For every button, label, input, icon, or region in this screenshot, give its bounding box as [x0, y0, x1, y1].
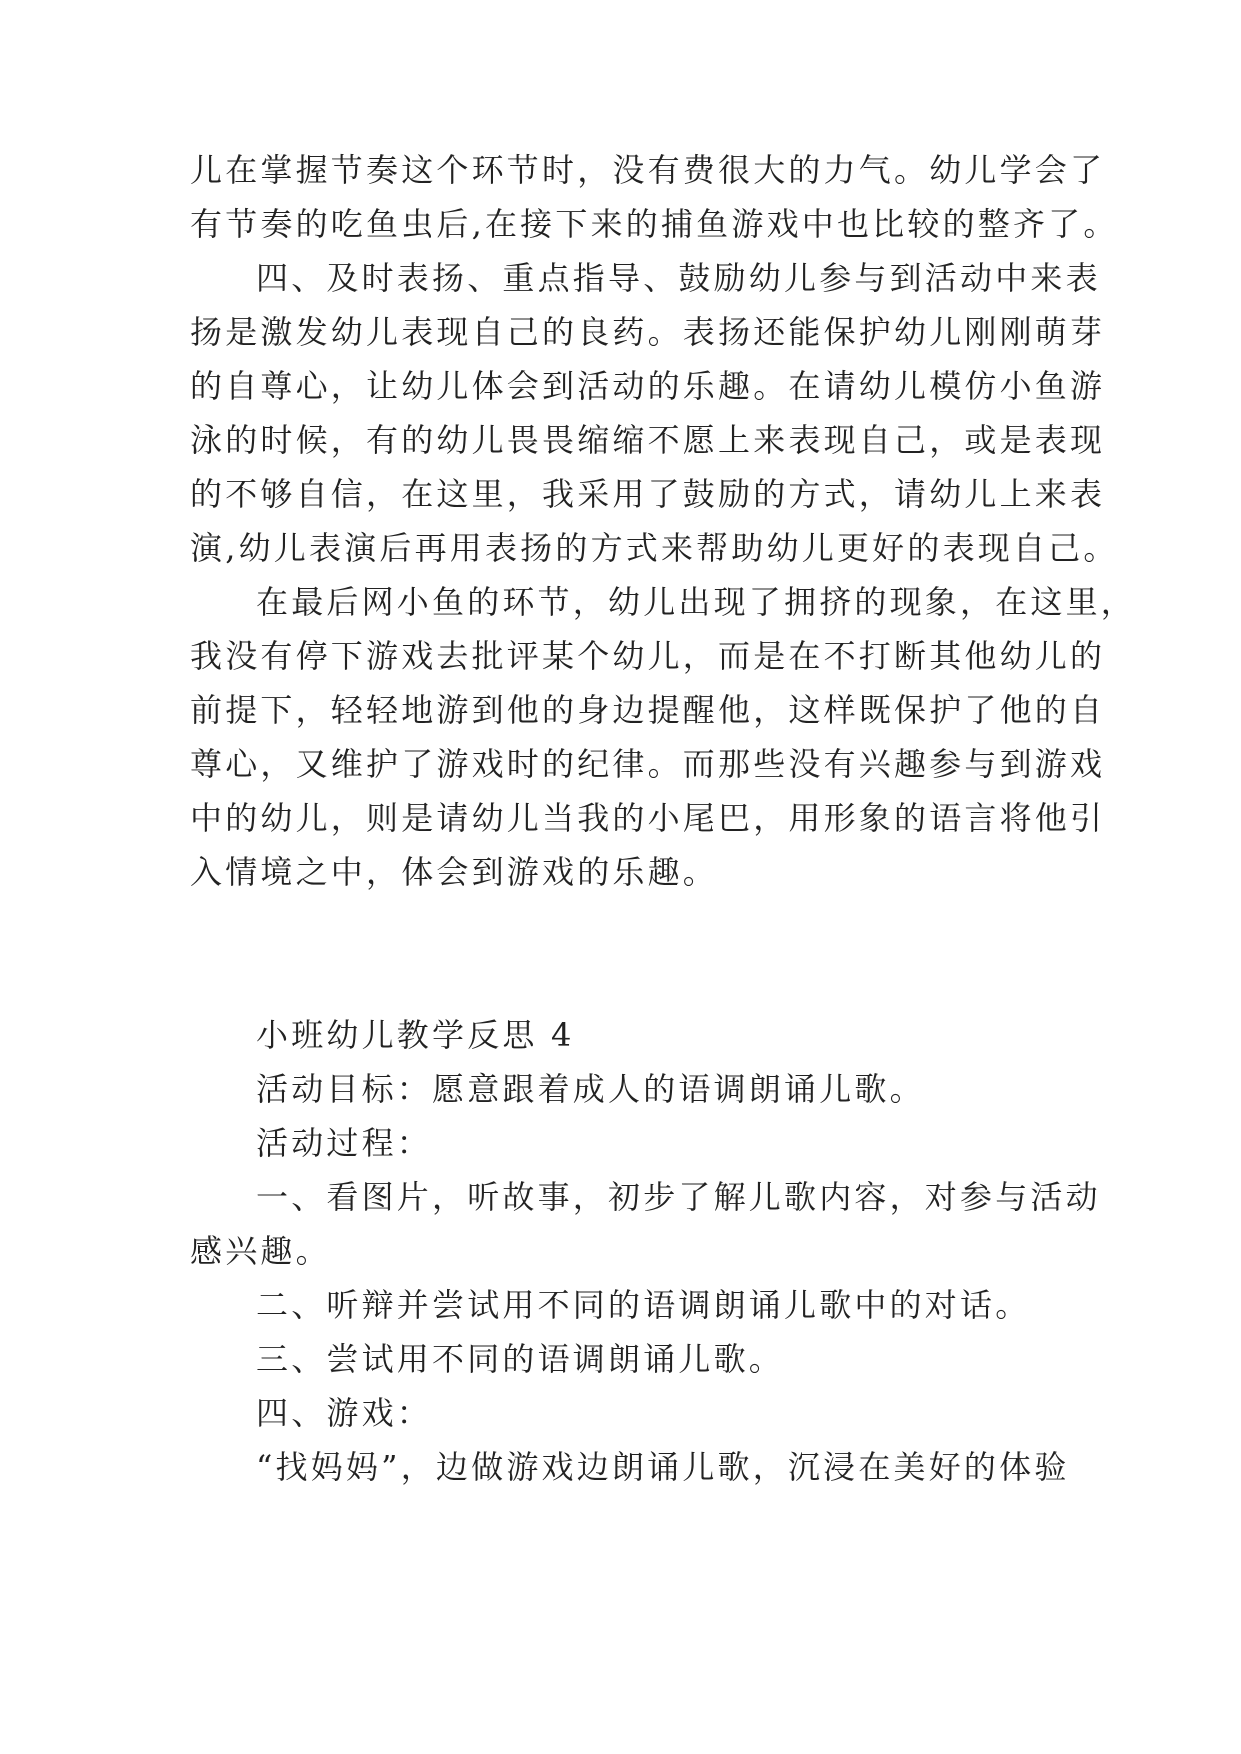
paragraph-line: 入情境之中，体会到游戏的乐趣。	[190, 853, 719, 891]
paragraph-line: 三、尝试用不同的语调朗诵儿歌。	[256, 1340, 785, 1378]
paragraph-line: 活动目标：愿意跟着成人的语调朗诵儿歌。	[256, 1070, 925, 1108]
paragraph-line: 的自尊心，让幼儿体会到活动的乐趣。在请幼儿模仿小鱼游	[190, 367, 1106, 405]
paragraph-line: 儿在掌握节奏这个环节时，没有费很大的力气。幼儿学会了	[190, 151, 1106, 189]
paragraph-line: 在最后网小鱼的环节，幼儿出现了拥挤的现象，在这里，	[256, 583, 1137, 621]
paragraph-line: 的不够自信，在这里，我采用了鼓励的方式，请幼儿上来表	[190, 475, 1106, 513]
paragraph-line: 中的幼儿，则是请幼儿当我的小尾巴，用形象的语言将他引	[190, 799, 1106, 837]
paragraph-line: 一、看图片，听故事，初步了解儿歌内容，对参与活动	[256, 1178, 1101, 1216]
paragraph-line: 我没有停下游戏去批评某个幼儿，而是在不打断其他幼儿的	[190, 637, 1106, 675]
paragraph-line: 感兴趣。	[190, 1232, 331, 1270]
paragraph-line: 前提下，轻轻地游到他的身边提醒他，这样既保护了他的自	[190, 691, 1106, 729]
paragraph-line: 演,幼儿表演后再用表扬的方式来帮助幼儿更好的表现自己。	[190, 529, 1119, 567]
paragraph-line: 尊心，又维护了游戏时的纪律。而那些没有兴趣参与到游戏	[190, 745, 1106, 783]
paragraph-line: 有节奏的吃鱼虫后,在接下来的捕鱼游戏中也比较的整齐了。	[190, 205, 1119, 243]
paragraph-line: 四、及时表扬、重点指导、鼓励幼儿参与到活动中来表	[256, 259, 1101, 297]
paragraph-line: 活动过程：	[256, 1124, 433, 1162]
paragraph-line: 泳的时候，有的幼儿畏畏缩缩不愿上来表现自己，或是表现	[190, 421, 1106, 459]
paragraph-line: 二、听辩并尝试用不同的语调朗诵儿歌中的对话。	[256, 1286, 1031, 1324]
paragraph-line: 四、游戏：	[256, 1394, 433, 1432]
paragraph-line: 扬是激发幼儿表现自己的良药。表扬还能保护幼儿刚刚萌芽	[190, 313, 1106, 351]
paragraph-line: “找妈妈”，边做游戏边朗诵儿歌，沉浸在美好的体验	[256, 1448, 1070, 1486]
section-heading: 小班幼儿教学反思 4	[256, 1016, 575, 1054]
